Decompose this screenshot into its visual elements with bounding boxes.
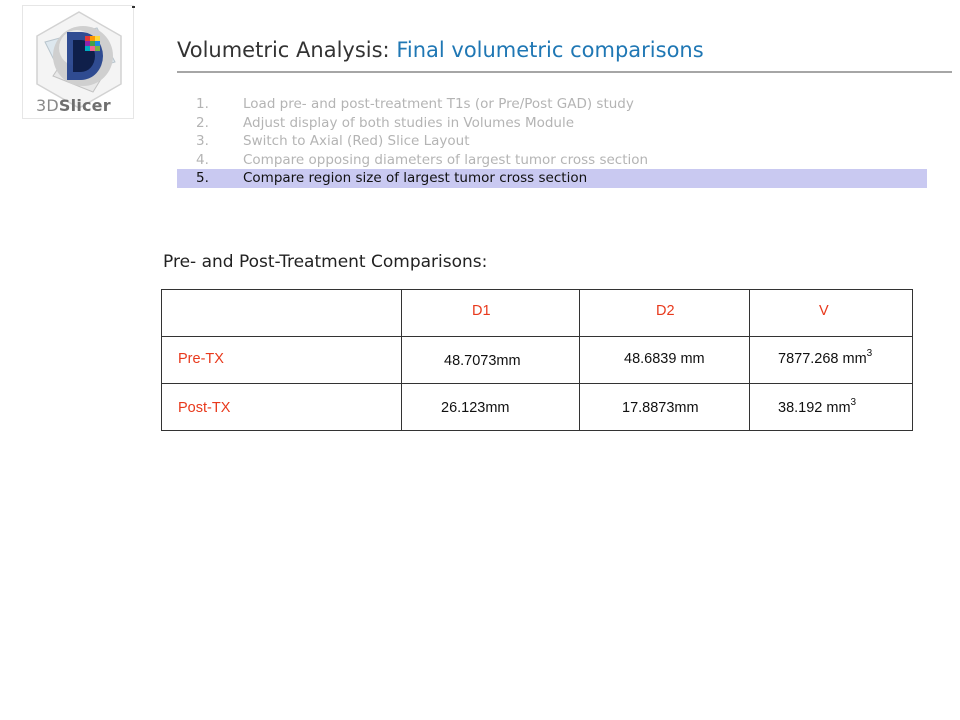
step-item [177,151,927,170]
step-text: Load pre- and post-treatment T1s (or Pre/Post GAD) study [243,96,634,112]
step-item [177,95,927,114]
step-number: 3. [196,133,209,149]
header-d2: D2 [656,303,675,319]
step-number: 5. [196,170,209,186]
steps-list [177,95,927,188]
row-label-post-tx: Post-TX [178,400,231,416]
comparison-title: Pre- and Post-Treatment Comparisons: [163,252,488,272]
pre-tx-v-value: 7877.268 mm [778,351,867,367]
logo-text [36,96,111,115]
table-divider [162,336,912,337]
step-item [177,114,927,133]
row-label-pre-tx: Pre-TX [178,351,224,367]
step-text: Adjust display of both studies in Volumes Module [243,114,575,131]
page-title [177,38,704,62]
title-divider [177,71,952,73]
header-v: V [819,303,829,319]
pre-tx-v [778,348,873,367]
step-text: Compare region size of largest tumor cross section [243,170,588,186]
logo-text-bold: Slicer [58,96,111,115]
pre-tx-v-unit-exponent: 3 [866,348,873,359]
table-divider [749,290,750,430]
pre-tx-d2: 48.6839 mm [624,351,705,367]
table-divider [162,383,912,384]
table-divider [401,290,402,430]
post-tx-d1: 26.123mm [441,400,510,416]
step-number: 2. [196,114,209,131]
table-divider [579,290,580,430]
post-tx-v-value: 38.192 mm [778,400,851,416]
title-subtitle: Final volumetric comparisons [396,38,704,62]
step-number: 1. [196,96,209,112]
post-tx-v-unit-exponent: 3 [850,397,857,408]
comparison-table [161,289,913,431]
step-text: Compare opposing diameters of largest tumor cross section [243,151,649,168]
pre-tx-d1: 48.7073mm [444,353,521,369]
post-tx-d2: 17.8873mm [622,400,699,416]
step-number: 4. [196,151,209,168]
logo-text-prefix: 3D [36,96,59,115]
step-item-active [177,169,927,188]
logo-mark [132,6,135,8]
post-tx-v [778,397,857,416]
title-main: Volumetric Analysis: [177,38,390,62]
header-d1: D1 [472,303,491,319]
step-item [177,132,927,151]
step-text: Switch to Axial (Red) Slice Layout [243,133,470,149]
